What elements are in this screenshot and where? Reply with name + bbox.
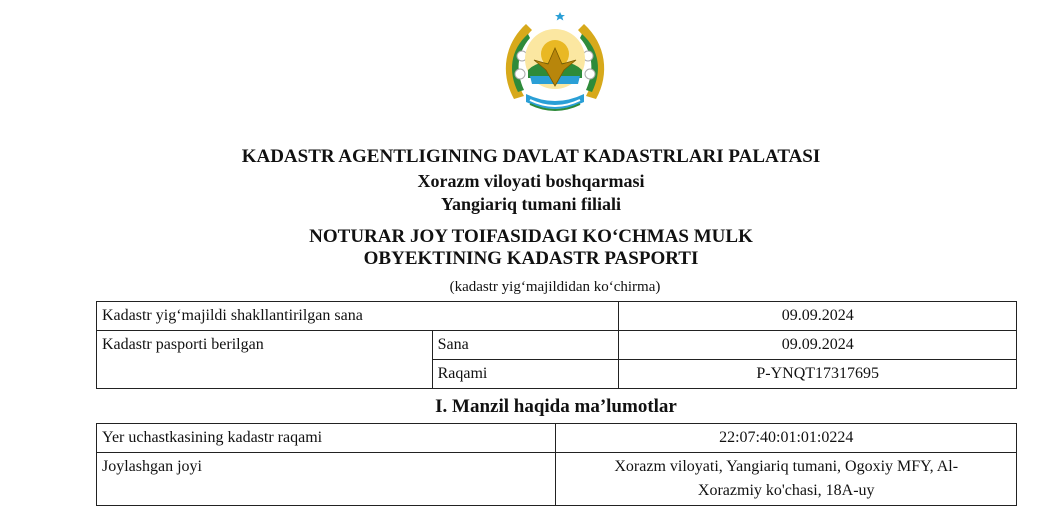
document-subtitle-note: (kadastr yig‘majildidan ko‘chirma) [449,279,661,295]
passport-info-table [96,301,1017,389]
document-title-line2: OBYEKTINING KADASTR PASPORTI [363,248,699,269]
passport-number-value: P-YNQT17317695 [619,360,1017,389]
location-label: Joylashgan joyi [97,453,556,506]
cut-off-text-fragment [520,502,820,509]
issue-date-label: Sana [432,331,619,360]
formation-date-label: Kadastr yig‘majildi shakllantirilgan sana [97,302,619,331]
location-value-line1: Xorazm viloyati, Yangiariq tumani, Ogoxiy MFY, Al- [614,458,959,475]
document-title-line1: NOTURAR JOY TOIFASIDAGI KO‘CHMAS MULK [309,226,753,247]
state-emblem-icon [496,4,614,122]
table-row [97,302,1017,331]
section-title-address: I. Manzil haqida ma’lumotlar [435,396,677,417]
address-info-table [96,423,1017,506]
branch-title: Yangiariq tumani filiali [440,194,622,214]
location-value [556,453,1017,506]
table-row [97,453,1017,506]
region-title: Xorazm viloyati boshqarmasi [417,171,645,191]
passport-issued-label: Kadastr pasporti berilgan [97,331,433,389]
agency-title: KADASTR AGENTLIGINING DAVLAT KADASTRLARI PALATASI [241,146,821,167]
cadastral-number-value: 22:07:40:01:01:0224 [556,424,1017,453]
table-row [97,424,1017,453]
location-value-line2: Xorazmiy ko'chasi, 18A-uy [697,482,875,499]
table-row [97,331,1017,360]
issue-date-value: 09.09.2024 [619,331,1017,360]
passport-number-label: Raqami [432,360,619,389]
formation-date-value: 09.09.2024 [619,302,1017,331]
cadastral-number-label: Yer uchastkasining kadastr raqami [97,424,556,453]
